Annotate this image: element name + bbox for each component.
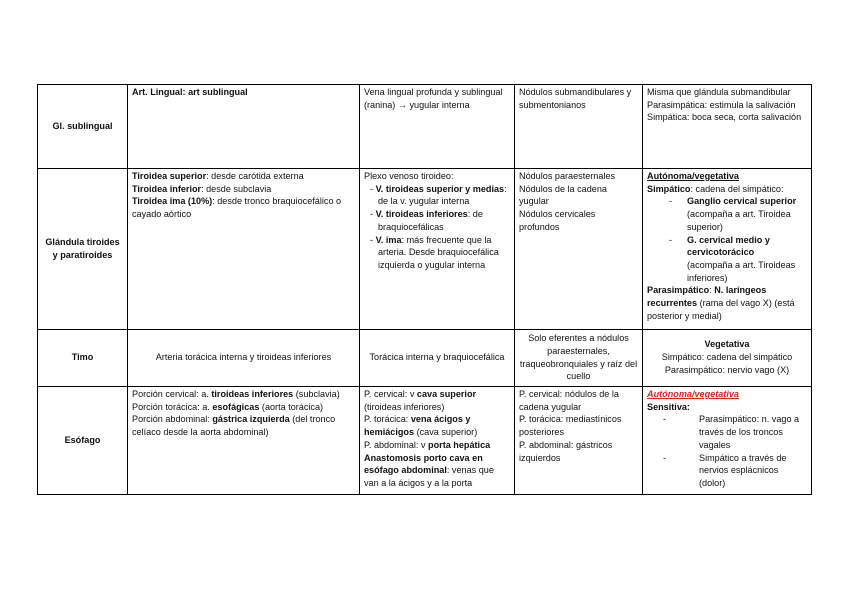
inervacion-cell bbox=[643, 85, 812, 169]
inervacion-line: Simpática: boca seca, corta salivación bbox=[647, 112, 802, 123]
linfa-line: Nódulos de la cadena yugular bbox=[519, 183, 607, 207]
table-row bbox=[38, 169, 812, 330]
vena-line bbox=[364, 439, 510, 452]
parasimpatico-line bbox=[647, 284, 807, 322]
arteria-line bbox=[132, 401, 355, 414]
inervacion-title: Autónoma/vegetativa bbox=[647, 389, 739, 399]
arteria-name: Tiroidea ima (10%) bbox=[132, 196, 213, 207]
vena-item: - V. tiroideas superior y medias: de la v. yugular interna bbox=[370, 183, 507, 207]
arteria-cell bbox=[128, 387, 360, 495]
parasimpatico-label: Parasimpático bbox=[647, 285, 710, 296]
arteria-line bbox=[132, 170, 355, 183]
row-header: Glándula tiroides y paratiroides bbox=[38, 169, 128, 330]
anastomosis-desc: : venas que van a la ácigos y a la porta bbox=[364, 465, 494, 488]
dash-marker: - bbox=[663, 414, 667, 425]
vena-item: - V. ima: más frecuente que la arteria. Desde braquiocefálica izquierda o yugular interna bbox=[370, 234, 499, 270]
arteria-name: Tiroidea inferior bbox=[132, 183, 202, 194]
arteria-line bbox=[132, 413, 355, 438]
arteria-part: Porción torácica: a. bbox=[132, 401, 213, 412]
vena-name: V. tiroideas inferiores bbox=[375, 209, 468, 220]
row-header: Esófago bbox=[38, 387, 128, 495]
linfa-line: Nódulos paraesternales bbox=[519, 171, 616, 181]
arteria-line bbox=[132, 183, 355, 196]
inervacion-title: Vegetativa bbox=[704, 339, 750, 350]
arteria-desc: : desde subclavia bbox=[201, 183, 272, 194]
anatomy-table bbox=[37, 84, 812, 495]
inervacion-text: Simpático a través de nervios esplácnicos (dolor) bbox=[699, 452, 787, 488]
vena-name: vena ácigos y hemiácigos bbox=[364, 414, 471, 438]
arteria-cell bbox=[128, 169, 360, 330]
table-row bbox=[38, 85, 812, 169]
arteria-desc: (subclavia) bbox=[293, 389, 340, 399]
simpatico-item bbox=[647, 195, 807, 233]
linfa-cell bbox=[515, 387, 643, 495]
inervacion-cell bbox=[643, 169, 812, 330]
arteria-name: Tiroidea superior bbox=[132, 171, 207, 181]
sensitiva-label: Sensitiva: bbox=[647, 401, 690, 412]
vena-cell bbox=[360, 387, 515, 495]
vena-cell: Torácica interna y braquiocefálica bbox=[360, 330, 515, 387]
arteria-desc: : desde carótida externa bbox=[206, 171, 304, 181]
anastomosis-line bbox=[364, 452, 510, 490]
linfa-line: P. cervical: nódulos de la cadena yugular bbox=[519, 389, 619, 412]
inervacion-line: Misma que glándula submandibular bbox=[647, 87, 791, 97]
linfa-cell bbox=[515, 169, 643, 330]
ganglio-desc: (acompaña a art. Tiroidea superior) bbox=[687, 209, 791, 232]
vena-desc: : de braquiocefálicas bbox=[378, 209, 483, 232]
arteria-part: Porción abdominal: bbox=[132, 414, 213, 425]
ganglio-desc: (acompaña a art. Tiroideas inferiores) bbox=[687, 259, 796, 283]
anastomosis-label: Anastomosis porto cava en esófago abdominal bbox=[364, 452, 483, 476]
arteria-line bbox=[132, 388, 355, 401]
simpatico-label: Simpático bbox=[647, 183, 691, 194]
row-header: Gl. sublingual bbox=[38, 85, 128, 169]
vena-cell: Vena lingual profunda y sublingual (ranina) → yugular interna bbox=[360, 85, 515, 169]
inervacion-line: Parasimpático: nervio vago (X) bbox=[664, 364, 790, 375]
inervacion-cell bbox=[643, 330, 812, 387]
inervacion-line: Parasimpática: estimula la salivación bbox=[647, 99, 796, 110]
vena-name: V. tiroideas superior y medias bbox=[375, 183, 505, 194]
simpatico-line bbox=[647, 183, 807, 196]
vena-part: P. abdominal: v bbox=[364, 439, 429, 450]
parasimpatico-sep: : bbox=[709, 285, 715, 296]
arteria-part: Porción cervical: a. bbox=[132, 389, 212, 399]
vena-name: V. ima bbox=[375, 234, 402, 245]
arteria-name: tiroideas inferiores bbox=[211, 389, 294, 399]
vena-desc: : de la v. yugular interna bbox=[378, 183, 507, 207]
vena-desc: (tiroideas inferiores) bbox=[364, 401, 445, 412]
dash-marker: - bbox=[663, 452, 667, 463]
inervacion-item bbox=[647, 452, 807, 490]
inervacion-item bbox=[647, 413, 807, 451]
arteria-desc: : desde tronco braquiocefálico o cayado aórtico bbox=[132, 196, 342, 220]
vena-cell bbox=[360, 169, 515, 330]
ganglio-name: G. cervical medio y cervicotorácico bbox=[687, 234, 770, 258]
arteria-name: gástrica izquierda bbox=[212, 414, 290, 425]
arteria-cell: Arteria torácica interna y tiroideas inferiores bbox=[128, 330, 360, 387]
arteria-desc: (aorta torácica) bbox=[259, 401, 324, 412]
vena-desc: : más frecuente que la arteria. Desde braquiocefálica izquierda o yugular interna bbox=[378, 234, 499, 270]
row-header: Timo bbox=[38, 330, 128, 387]
vena-line bbox=[364, 388, 510, 413]
vena-line bbox=[364, 413, 510, 438]
table-row bbox=[38, 387, 812, 495]
inervacion-title: Autónoma/vegetativa bbox=[647, 171, 739, 181]
dash-marker: - bbox=[669, 234, 673, 245]
linfa-line: P. abdominal: gástricos izquierdos bbox=[519, 439, 613, 463]
arteria-desc: (del tronco celíaco desde la aorta abdominal) bbox=[132, 414, 336, 438]
parasimpatico-nerve: N. laríngeos recurrentes bbox=[647, 285, 767, 309]
arteria-name: esofágicas bbox=[212, 401, 260, 412]
linfa-cell: Nódulos submandibulares y submentonianos bbox=[515, 85, 643, 169]
inervacion-text: Parasimpático: n. vago a través de los troncos vagales bbox=[699, 414, 800, 450]
vena-heading: Plexo venoso tiroideo: bbox=[364, 171, 454, 181]
simpatico-desc: : cadena del simpático: bbox=[690, 183, 784, 194]
arteria-line bbox=[132, 195, 355, 220]
arteria-cell bbox=[128, 85, 360, 169]
inervacion-cell bbox=[643, 387, 812, 495]
parasimpatico-desc: (rama del vago X) (está posterior y medial) bbox=[647, 298, 795, 321]
simpatico-item bbox=[647, 234, 807, 285]
linfa-line: P. torácica: mediastínicos posteriores bbox=[519, 414, 622, 438]
dash-marker: - bbox=[669, 196, 673, 207]
vena-name: cava superior bbox=[416, 389, 477, 399]
table-row bbox=[38, 330, 812, 387]
linfa-line: Nódulos cervicales profundos bbox=[519, 209, 596, 232]
ganglio-name: Ganglio cervical superior bbox=[687, 196, 797, 207]
arteria-text: Art. Lingual: art sublingual bbox=[132, 87, 248, 97]
vena-item: - V. tiroideas inferiores: de braquiocefálicas bbox=[370, 209, 483, 232]
inervacion-line: Simpático: cadena del simpático bbox=[661, 352, 793, 363]
vena-desc: (cava superior) bbox=[414, 427, 478, 438]
vena-part: P. torácica: bbox=[364, 414, 411, 425]
vena-name: porta hepática bbox=[428, 439, 491, 450]
vena-part: P. cervical: v bbox=[364, 389, 417, 399]
linfa-cell: Solo eferentes a nódulos paraesternales, traqueobronquiales y raíz del cuello bbox=[515, 330, 643, 387]
